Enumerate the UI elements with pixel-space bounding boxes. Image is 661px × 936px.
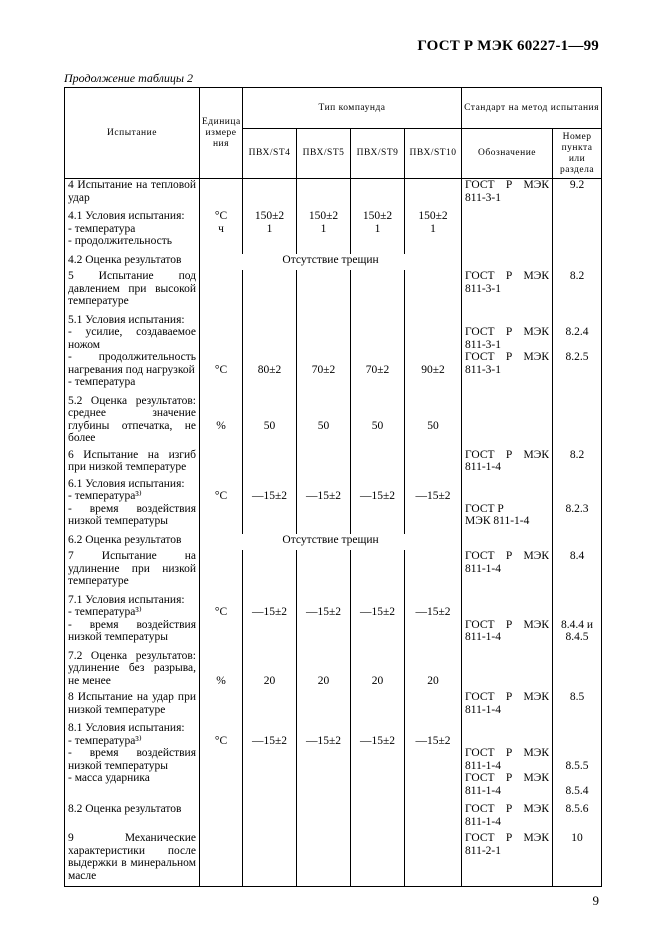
unit-cell — [200, 550, 243, 594]
header-pvx-st10: ПВХ/ST10 — [405, 129, 462, 179]
value-pvx-st4-cell: —15±2 — [243, 478, 297, 534]
clause-number-cell: 9.2 — [553, 179, 602, 211]
clause-number-cell — [553, 534, 602, 551]
value-pvx-st10-cell — [405, 449, 462, 478]
test-name-cell: 5.2 Оценка результатов: среднее значение глубины отпечатка, не более — [65, 395, 200, 449]
table-row — [65, 179, 602, 211]
unit-cell: °С — [200, 594, 243, 650]
result-cell: Отсутствие трещин — [200, 534, 462, 551]
table-row — [65, 534, 602, 551]
value-pvx-st5-cell: 50 — [297, 395, 351, 449]
value-pvx-st4-cell — [243, 832, 297, 887]
value-pvx-st10-cell: —15±2 — [405, 722, 462, 803]
value-pvx-st4-cell: —15±2 — [243, 594, 297, 650]
value-pvx-st4-cell: 150±2 1 — [243, 210, 297, 254]
standard-designation-cell: ГОСТ Р МЭК 811-3-1 — [462, 179, 553, 211]
unit-cell — [200, 179, 243, 211]
header-standard: Стандарт на метод испытания — [462, 88, 602, 129]
clause-number-cell: 8.2.3 — [553, 478, 602, 534]
table-row — [65, 478, 602, 534]
test-name-cell: 5.1 Условия испытания: - усилие, создаваемое ножом - продолжительность нагревания под нагрузкой - температура — [65, 314, 200, 395]
standard-designation-cell — [462, 254, 553, 271]
standard-designation-cell: ГОСТ Р МЭК 811-1-4 — [462, 478, 553, 534]
test-name-cell: 4.1 Условия испытания: - температура - продолжительность — [65, 210, 200, 254]
table-row — [65, 254, 602, 271]
value-pvx-st9-cell: 70±2 — [351, 314, 405, 395]
header-pvx-st9: ПВХ/ST9 — [351, 129, 405, 179]
standard-designation-cell: ГОСТ Р МЭК 811-2-1 — [462, 832, 553, 887]
value-pvx-st9-cell: —15±2 — [351, 722, 405, 803]
table-row — [65, 550, 602, 594]
value-pvx-st10-cell — [405, 550, 462, 594]
value-pvx-st10-cell — [405, 179, 462, 211]
standard-designation-cell: ГОСТ Р МЭК 811-1-4 — [462, 803, 553, 832]
unit-cell: °С — [200, 314, 243, 395]
value-pvx-st9-cell: 150±2 1 — [351, 210, 405, 254]
clause-number-cell — [553, 254, 602, 271]
value-pvx-st4-cell: 20 — [243, 650, 297, 692]
unit-cell: % — [200, 650, 243, 692]
standard-designation-cell — [462, 534, 553, 551]
value-pvx-st5-cell — [297, 179, 351, 211]
value-pvx-st5-cell: —15±2 — [297, 478, 351, 534]
clause-number-cell — [553, 650, 602, 692]
value-pvx-st5-cell — [297, 270, 351, 314]
value-pvx-st10-cell: 90±2 — [405, 314, 462, 395]
test-name-cell: 9 Механические характеристики после выдержки в минеральном масле — [65, 832, 200, 887]
value-pvx-st10-cell: 50 — [405, 395, 462, 449]
table-row — [65, 314, 602, 395]
table-row — [65, 722, 602, 803]
unit-cell — [200, 449, 243, 478]
clause-number-cell: 8.2 — [553, 270, 602, 314]
value-pvx-st9-cell: 20 — [351, 650, 405, 692]
clause-number-cell: 8.5.5 8.5.4 — [553, 722, 602, 803]
clause-number-cell — [553, 210, 602, 254]
value-pvx-st9-cell: —15±2 — [351, 478, 405, 534]
value-pvx-st4-cell — [243, 449, 297, 478]
specification-table — [64, 87, 602, 887]
value-pvx-st9-cell — [351, 449, 405, 478]
value-pvx-st5-cell: 70±2 — [297, 314, 351, 395]
table-row — [65, 691, 602, 722]
value-pvx-st10-cell — [405, 270, 462, 314]
test-name-cell: 7.2 Оценка результатов: удлинение без разрыва, не менее — [65, 650, 200, 692]
header-test: Испытание — [65, 88, 200, 179]
value-pvx-st5-cell: 20 — [297, 650, 351, 692]
clause-number-cell: 8.4 — [553, 550, 602, 594]
value-pvx-st5-cell: —15±2 — [297, 722, 351, 803]
unit-cell: °С ч — [200, 210, 243, 254]
standard-designation-cell — [462, 210, 553, 254]
value-pvx-st5-cell: 150±2 1 — [297, 210, 351, 254]
standard-designation-cell: ГОСТ Р МЭК 811-1-4 — [462, 449, 553, 478]
header-designation: Обозначение — [462, 129, 553, 179]
standard-designation-cell: ГОСТ Р МЭК 811-1-4 — [462, 594, 553, 650]
header-clause: Номер пункта или раздела — [553, 129, 602, 179]
value-pvx-st4-cell: —15±2 — [243, 722, 297, 803]
value-pvx-st4-cell — [243, 550, 297, 594]
value-pvx-st9-cell — [351, 832, 405, 887]
test-name-cell: 8.2 Оценка результатов — [65, 803, 200, 832]
test-name-cell: 7.1 Условия испытания: - температура³⁾ - время воздействия низкой температуры — [65, 594, 200, 650]
value-pvx-st5-cell — [297, 803, 351, 832]
unit-cell: °С — [200, 478, 243, 534]
document-code: ГОСТ Р МЭК 60227-1—99 — [417, 38, 599, 54]
value-pvx-st5-cell — [297, 691, 351, 722]
value-pvx-st5-cell — [297, 832, 351, 887]
value-pvx-st4-cell: 50 — [243, 395, 297, 449]
test-name-cell: 6.1 Условия испытания: - температура³⁾ - время воздействия низкой температуры — [65, 478, 200, 534]
table-continuation-caption: Продолжение таблицы 2 — [64, 71, 194, 85]
value-pvx-st4-cell — [243, 691, 297, 722]
page-number: 9 — [592, 893, 599, 908]
standard-designation-cell — [462, 650, 553, 692]
table-row — [65, 594, 602, 650]
value-pvx-st4-cell — [243, 803, 297, 832]
standard-designation-cell: ГОСТ Р МЭК 811-3-1 ГОСТ Р МЭК 811-3-1 — [462, 314, 553, 395]
header-compound-type: Тип компаунда — [243, 88, 462, 129]
unit-cell — [200, 270, 243, 314]
test-name-cell: 8 Испытание на удар при низкой температуре — [65, 691, 200, 722]
value-pvx-st5-cell — [297, 550, 351, 594]
unit-cell — [200, 803, 243, 832]
result-cell: Отсутствие трещин — [200, 254, 462, 271]
value-pvx-st10-cell: 20 — [405, 650, 462, 692]
value-pvx-st9-cell — [351, 691, 405, 722]
value-pvx-st10-cell — [405, 832, 462, 887]
unit-cell — [200, 691, 243, 722]
test-name-cell: 8.1 Условия испытания: - температура³⁾ - время воздействия низкой температуры - масса ударника — [65, 722, 200, 803]
standard-designation-cell: ГОСТ Р МЭК 811-1-4 — [462, 691, 553, 722]
value-pvx-st5-cell — [297, 449, 351, 478]
value-pvx-st9-cell — [351, 803, 405, 832]
clause-number-cell — [553, 395, 602, 449]
clause-number-cell: 8.2 — [553, 449, 602, 478]
table-row — [65, 803, 602, 832]
test-name-cell: 4.2 Оценка результатов — [65, 254, 200, 271]
value-pvx-st4-cell — [243, 270, 297, 314]
test-name-cell: 6 Испытание на изгиб при низкой температуре — [65, 449, 200, 478]
test-name-cell: 4 Испытание на тепловой удар — [65, 179, 200, 211]
table-row — [65, 270, 602, 314]
table-body — [65, 179, 602, 887]
test-name-cell: 7 Испытание на удлинение при низкой температуре — [65, 550, 200, 594]
test-name-cell: 6.2 Оценка результатов — [65, 534, 200, 551]
value-pvx-st10-cell — [405, 803, 462, 832]
value-pvx-st10-cell: 150±2 1 — [405, 210, 462, 254]
value-pvx-st9-cell — [351, 179, 405, 211]
table-row — [65, 210, 602, 254]
value-pvx-st9-cell: —15±2 — [351, 594, 405, 650]
table-row — [65, 832, 602, 887]
clause-number-cell: 8.4.4 и 8.4.5 — [553, 594, 602, 650]
clause-number-cell: 8.5.6 — [553, 803, 602, 832]
clause-number-cell: 10 — [553, 832, 602, 887]
table-row — [65, 650, 602, 692]
value-pvx-st9-cell: 50 — [351, 395, 405, 449]
value-pvx-st10-cell: —15±2 — [405, 594, 462, 650]
test-name-cell: 5 Испытание под давлением при высокой температуре — [65, 270, 200, 314]
value-pvx-st10-cell — [405, 691, 462, 722]
standard-designation-cell: ГОСТ Р МЭК 811-3-1 — [462, 270, 553, 314]
unit-cell — [200, 832, 243, 887]
value-pvx-st9-cell — [351, 550, 405, 594]
clause-number-cell: 8.5 — [553, 691, 602, 722]
header-pvx-st5: ПВХ/ST5 — [297, 129, 351, 179]
value-pvx-st9-cell — [351, 270, 405, 314]
unit-cell: °С — [200, 722, 243, 803]
value-pvx-st4-cell: 80±2 — [243, 314, 297, 395]
value-pvx-st10-cell: —15±2 — [405, 478, 462, 534]
standard-designation-cell — [462, 395, 553, 449]
header-unit: Единица измере ния — [200, 88, 243, 179]
clause-number-cell: 8.2.4 8.2.5 — [553, 314, 602, 395]
unit-cell: % — [200, 395, 243, 449]
table-row — [65, 395, 602, 449]
standard-designation-cell: ГОСТ Р МЭК 811-1-4 ГОСТ Р МЭК 811-1-4 — [462, 722, 553, 803]
table-row — [65, 449, 602, 478]
header-pvx-st4: ПВХ/ST4 — [243, 129, 297, 179]
value-pvx-st5-cell: —15±2 — [297, 594, 351, 650]
value-pvx-st4-cell — [243, 179, 297, 211]
standard-designation-cell: ГОСТ Р МЭК 811-1-4 — [462, 550, 553, 594]
